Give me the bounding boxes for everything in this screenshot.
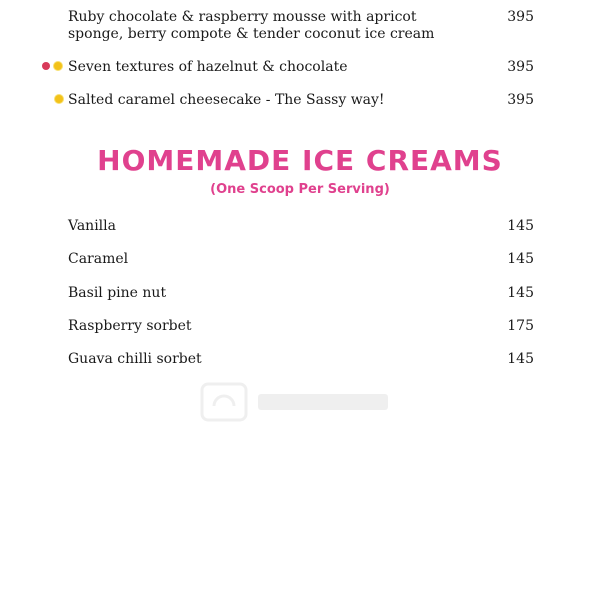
ice-cream-item-name: Basil pine nut [68,285,167,301]
ice-cream-item-price: 145 [507,251,534,267]
section-title: HOMEMADE ICE CREAMS [97,144,503,177]
dietary-markers [55,94,67,106]
watermark-logo-icon [200,380,400,424]
ice-cream-item-price: 145 [507,218,534,234]
dessert-item-price: 395 [507,9,534,25]
dessert-item-ruby-chocolate [68,9,534,43]
non-veg-marker-icon [42,62,50,70]
ice-cream-item-caramel [68,251,534,268]
egg-marker-icon [54,62,62,70]
dessert-name-line-1: Ruby chocolate & raspberry mousse with apricot [68,9,417,25]
section-subtitle: (One Scoop Per Serving) [210,182,390,197]
ice-cream-item-price: 175 [507,318,534,334]
ice-cream-item-price: 145 [507,351,534,367]
ice-cream-item-name: Raspberry sorbet [68,318,192,334]
dessert-item-salted-caramel [68,92,534,109]
ice-cream-item-raspberry-sorbet [68,318,534,335]
ice-cream-item-name: Caramel [68,251,129,267]
dessert-item-price: 395 [507,59,534,75]
dessert-item-name: Seven textures of hazelnut & chocolate [68,59,348,75]
egg-marker-icon [55,95,63,103]
ice-cream-item-basil-pine-nut [68,285,534,302]
ice-cream-item-price: 145 [507,285,534,301]
dessert-item-name: Salted caramel cheesecake - The Sassy way! [68,92,385,108]
ice-cream-item-vanilla [68,218,534,235]
ice-cream-item-name: Guava chilli sorbet [68,351,202,367]
dessert-item-price: 395 [507,92,534,108]
dietary-markers [42,61,66,73]
ice-cream-item-name: Vanilla [68,218,116,234]
dessert-item-name [68,9,468,43]
dessert-name-line-2: sponge, berry compote & tender coconut ice cream [68,26,435,42]
dessert-item-hazelnut-chocolate [68,59,534,76]
ice-cream-item-guava-chilli-sorbet [68,351,534,368]
